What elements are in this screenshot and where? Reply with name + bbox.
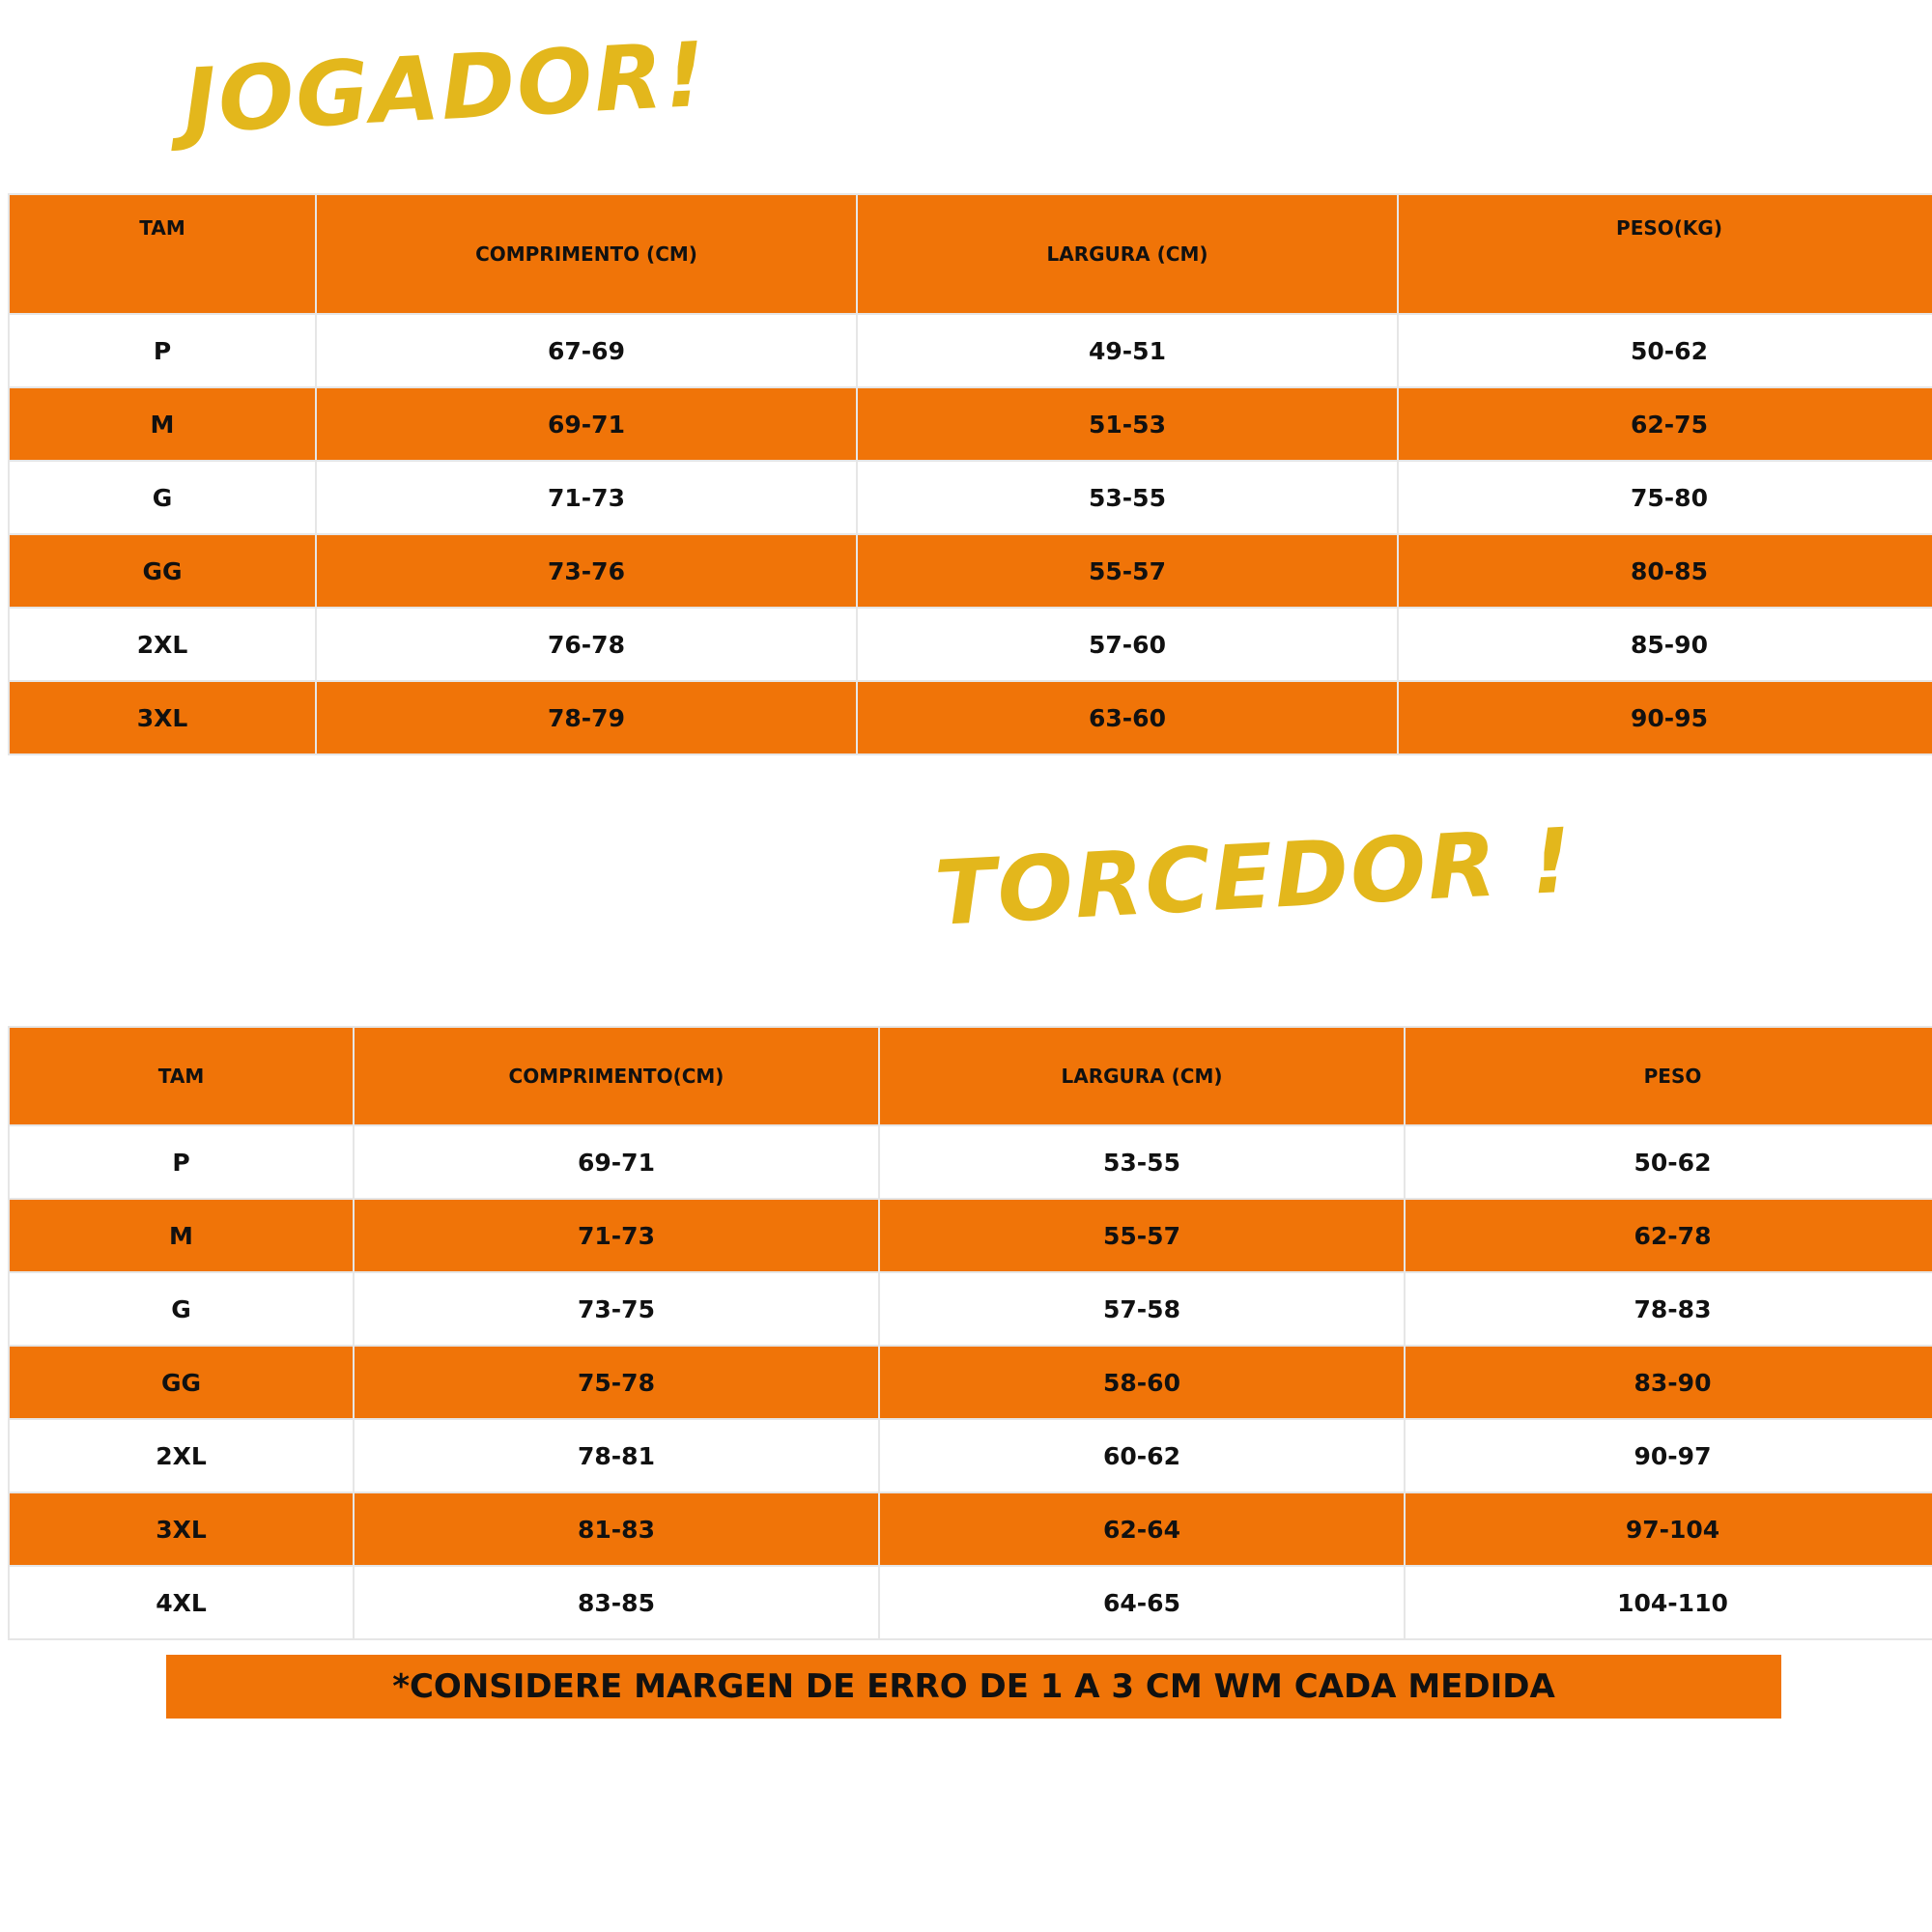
largura-cell: 51-53 [857,387,1398,461]
table-row [9,1419,1932,1492]
torcedor-title: TORCEDOR ! [932,809,1577,946]
comprimento-cell: 75-78 [354,1346,879,1419]
largura-cell: 57-60 [857,608,1398,681]
comprimento-cell: 76-78 [316,608,857,681]
table-header-row [9,1027,1932,1125]
torcedor-size-table [8,1026,1932,1640]
size-cell: G [9,1272,354,1346]
peso-cell: 75-80 [1398,461,1932,534]
largura-cell: 55-57 [879,1199,1405,1272]
largura-cell: 53-55 [879,1125,1405,1199]
comprimento-cell: 83-85 [354,1566,879,1639]
size-cell: 3XL [9,1492,354,1566]
largura-cell: 62-64 [879,1492,1405,1566]
size-cell: M [9,1199,354,1272]
comprimento-cell: 78-81 [354,1419,879,1492]
peso-cell: 62-78 [1405,1199,1932,1272]
largura-cell: 53-55 [857,461,1398,534]
table-row [9,1566,1932,1639]
largura-cell: 55-57 [857,534,1398,608]
largura-cell: 63-60 [857,681,1398,754]
peso-cell: 78-83 [1405,1272,1932,1346]
comprimento-cell: 81-83 [354,1492,879,1566]
size-cell: 4XL [9,1566,354,1639]
table-row [9,1492,1932,1566]
table-row [9,387,1932,461]
peso-cell: 50-62 [1405,1125,1932,1199]
jogador-title: JOGADOR! [181,22,710,154]
comprimento-cell: 78-79 [316,681,857,754]
jogador-size-table [8,193,1932,755]
table-row [9,1346,1932,1419]
comprimento-cell: 71-73 [316,461,857,534]
size-cell: G [9,461,316,534]
peso-cell: 97-104 [1405,1492,1932,1566]
largura-cell: 60-62 [879,1419,1405,1492]
table-row [9,1199,1932,1272]
comprimento-cell: 67-69 [316,314,857,387]
table-header-row [9,194,1932,314]
peso-cell: 80-85 [1398,534,1932,608]
table-row [9,608,1932,681]
peso-cell: 50-62 [1398,314,1932,387]
comprimento-cell: 73-75 [354,1272,879,1346]
peso-cell: 85-90 [1398,608,1932,681]
table-row [9,534,1932,608]
header-comprimento: COMPRIMENTO (CM) [316,194,857,314]
peso-cell: 90-97 [1405,1419,1932,1492]
size-cell: P [9,314,316,387]
size-cell: 2XL [9,608,316,681]
size-cell: M [9,387,316,461]
comprimento-cell: 71-73 [354,1199,879,1272]
header-peso: PESO [1405,1027,1932,1125]
header-comprimento: COMPRIMENTO(CM) [354,1027,879,1125]
size-cell: P [9,1125,354,1199]
comprimento-cell: 69-71 [354,1125,879,1199]
table-row [9,461,1932,534]
largura-cell: 58-60 [879,1346,1405,1419]
table-row [9,681,1932,754]
header-tam: TAM [9,194,316,314]
largura-cell: 57-58 [879,1272,1405,1346]
table-row [9,314,1932,387]
peso-cell: 83-90 [1405,1346,1932,1419]
peso-cell: 104-110 [1405,1566,1932,1639]
size-cell: 3XL [9,681,316,754]
size-cell: GG [9,1346,354,1419]
size-cell: GG [9,534,316,608]
size-cell: 2XL [9,1419,354,1492]
peso-cell: 62-75 [1398,387,1932,461]
header-largura: LARGURA (CM) [879,1027,1405,1125]
table-row [9,1272,1932,1346]
margin-of-error-note: *CONSIDERE MARGEN DE ERRO DE 1 A 3 CM WM CADA MEDIDA [166,1655,1781,1719]
table-row [9,1125,1932,1199]
header-tam: TAM [9,1027,354,1125]
header-peso: PESO(KG) [1398,194,1932,314]
largura-cell: 49-51 [857,314,1398,387]
header-largura: LARGURA (CM) [857,194,1398,314]
comprimento-cell: 69-71 [316,387,857,461]
largura-cell: 64-65 [879,1566,1405,1639]
comprimento-cell: 73-76 [316,534,857,608]
peso-cell: 90-95 [1398,681,1932,754]
